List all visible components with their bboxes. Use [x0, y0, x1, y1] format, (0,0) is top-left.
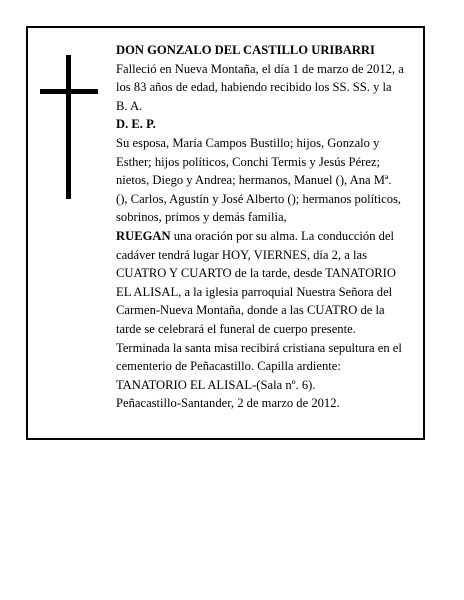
dep-label: D. E. P. — [116, 117, 156, 132]
ceremony-info — [116, 227, 406, 394]
cross-horizontal-bar — [40, 89, 98, 94]
family-list: Su esposa, María Campos Bustillo; hijos, Gonzalo y Esther; hijos políticos, Conchi Termis y Jesús Pérez; nietos, Diego y Andrea; hermanos, Manuel (), Ana Mª. (), Carlos, Agustín y José Alberto (); hermanos políticos, sobrinos, primos y demás familia, — [116, 135, 402, 225]
notice-text — [116, 41, 406, 413]
ruegan-label: RUEGAN — [116, 228, 171, 243]
obituary-notice — [26, 26, 425, 440]
deceased-name: DON GONZALO DEL CASTILLO URIBARRI — [116, 43, 375, 57]
ceremony-text: una oración por su alma. La conducción del cadáver tendrá lugar HOY, VIERNES, día 2, a las CUATRO Y CUARTO de la tarde, desde TANATORIO EL ALISAL, a la iglesia parroquial Nuestra Señora del Carmen-Nueva Montaña, donde a las CUATRO de la tarde se celebrará el funeral de cuerpo presente. Terminada la santa misa recibirá cristiana sepultura en el cementerio de Peñacastillo. Capilla ardiente: TANATORIO EL ALISAL-(Sala nº. 6). — [116, 228, 402, 392]
place-date: Peñacastillo-Santander, 2 de marzo de 2012. — [116, 396, 340, 411]
cross-icon — [40, 55, 98, 199]
death-info: Falleció en Nueva Montaña, el día 1 de marzo de 2012, a los 83 años de edad, habiendo recibido los SS. SS. y la B. A. — [116, 61, 404, 113]
cross-vertical-bar — [66, 55, 71, 199]
